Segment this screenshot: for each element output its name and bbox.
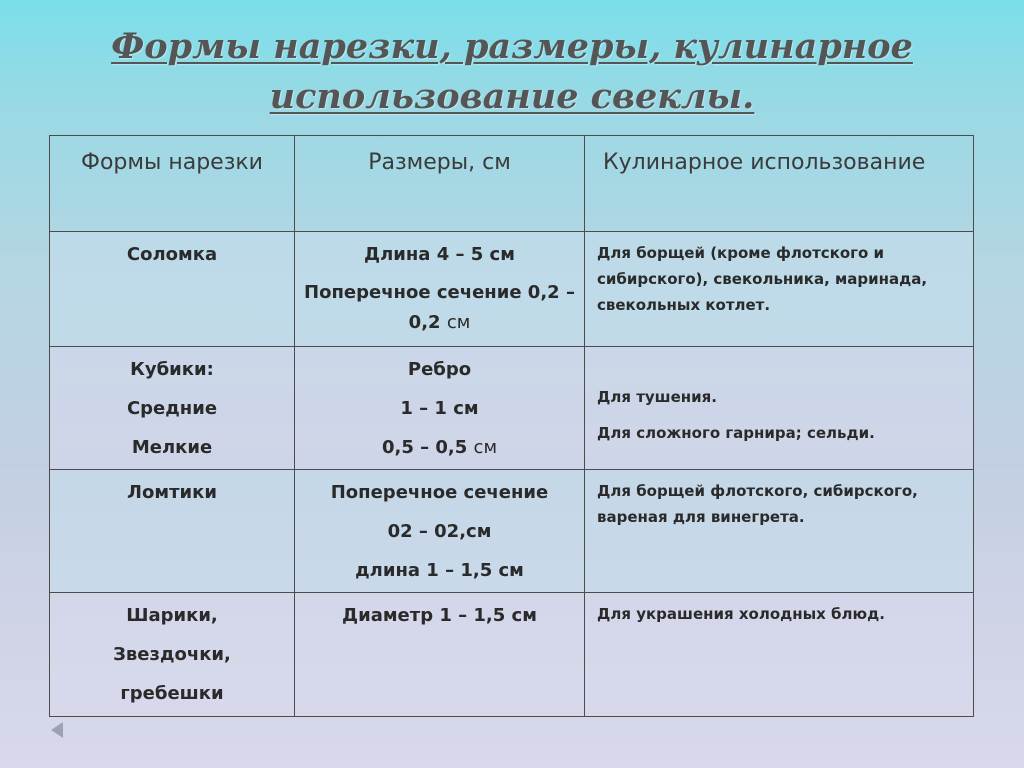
table-header-row [50, 136, 974, 232]
title-line-1: Формы нарезки, размеры, кулинарное [111, 26, 913, 67]
size-line: Длина 4 – 5 см [364, 244, 515, 265]
table-row [50, 232, 974, 347]
use-text: Для сложного гарнира; сельди. [597, 423, 875, 442]
use-text: Для борщей (кроме флотского и сибирского), свекольника, маринада, свекольных котлет. [597, 244, 928, 314]
size-cell [295, 346, 585, 469]
form-cell [50, 592, 295, 716]
size-cell [295, 469, 585, 592]
use-cell [585, 232, 974, 347]
form-label: Соломка [126, 244, 218, 265]
header-culinary-use: Кулинарное использование [585, 136, 974, 232]
use-text: Для борщей флотского, сибирского, вареная для винегрета. [597, 481, 918, 526]
size-line: 0,5 – 0,5 см [381, 436, 498, 458]
table-row [50, 346, 974, 469]
use-text: Для тушения. [597, 387, 717, 406]
size-cell [295, 592, 585, 716]
use-text: Для украшения холодных блюд. [597, 604, 885, 623]
beet-cutting-table [49, 135, 974, 717]
form-label: Ломтики [127, 481, 217, 503]
form-cell [50, 232, 295, 347]
size-line: Диаметр 1 – 1,5 см [342, 604, 537, 626]
header-cut-forms: Формы нарезки [50, 136, 295, 232]
size-unit: см [446, 312, 471, 333]
size-line: Ребро [407, 358, 472, 380]
form-label: Шарики, [126, 604, 218, 626]
size-line: длина 1 – 1,5 см [355, 559, 524, 581]
form-label: Мелкие [131, 436, 213, 458]
use-cell [585, 469, 974, 592]
triangle-left-icon[interactable] [51, 722, 63, 738]
size-line: Поперечное сечение 0,2 – 0,2 см [304, 282, 575, 333]
use-cell [585, 346, 974, 469]
form-cell [50, 469, 295, 592]
size-line: Поперечное сечение [330, 481, 549, 503]
size-unit: см [473, 436, 498, 458]
table-row [50, 592, 974, 716]
form-label: Средние [126, 397, 218, 419]
size-line: 02 – 02,см [387, 520, 492, 542]
form-label: Кубики: [130, 358, 214, 380]
title-line-2: использование свеклы. [269, 76, 755, 117]
slide-title [0, 22, 1024, 122]
form-label: Звездочки, [113, 643, 231, 665]
form-cell [50, 346, 295, 469]
size-cell [295, 232, 585, 347]
size-line: 1 – 1 см [400, 397, 479, 419]
table-row [50, 469, 974, 592]
form-label: гребешки [120, 682, 224, 704]
header-sizes: Размеры, см [295, 136, 585, 232]
use-cell [585, 592, 974, 716]
